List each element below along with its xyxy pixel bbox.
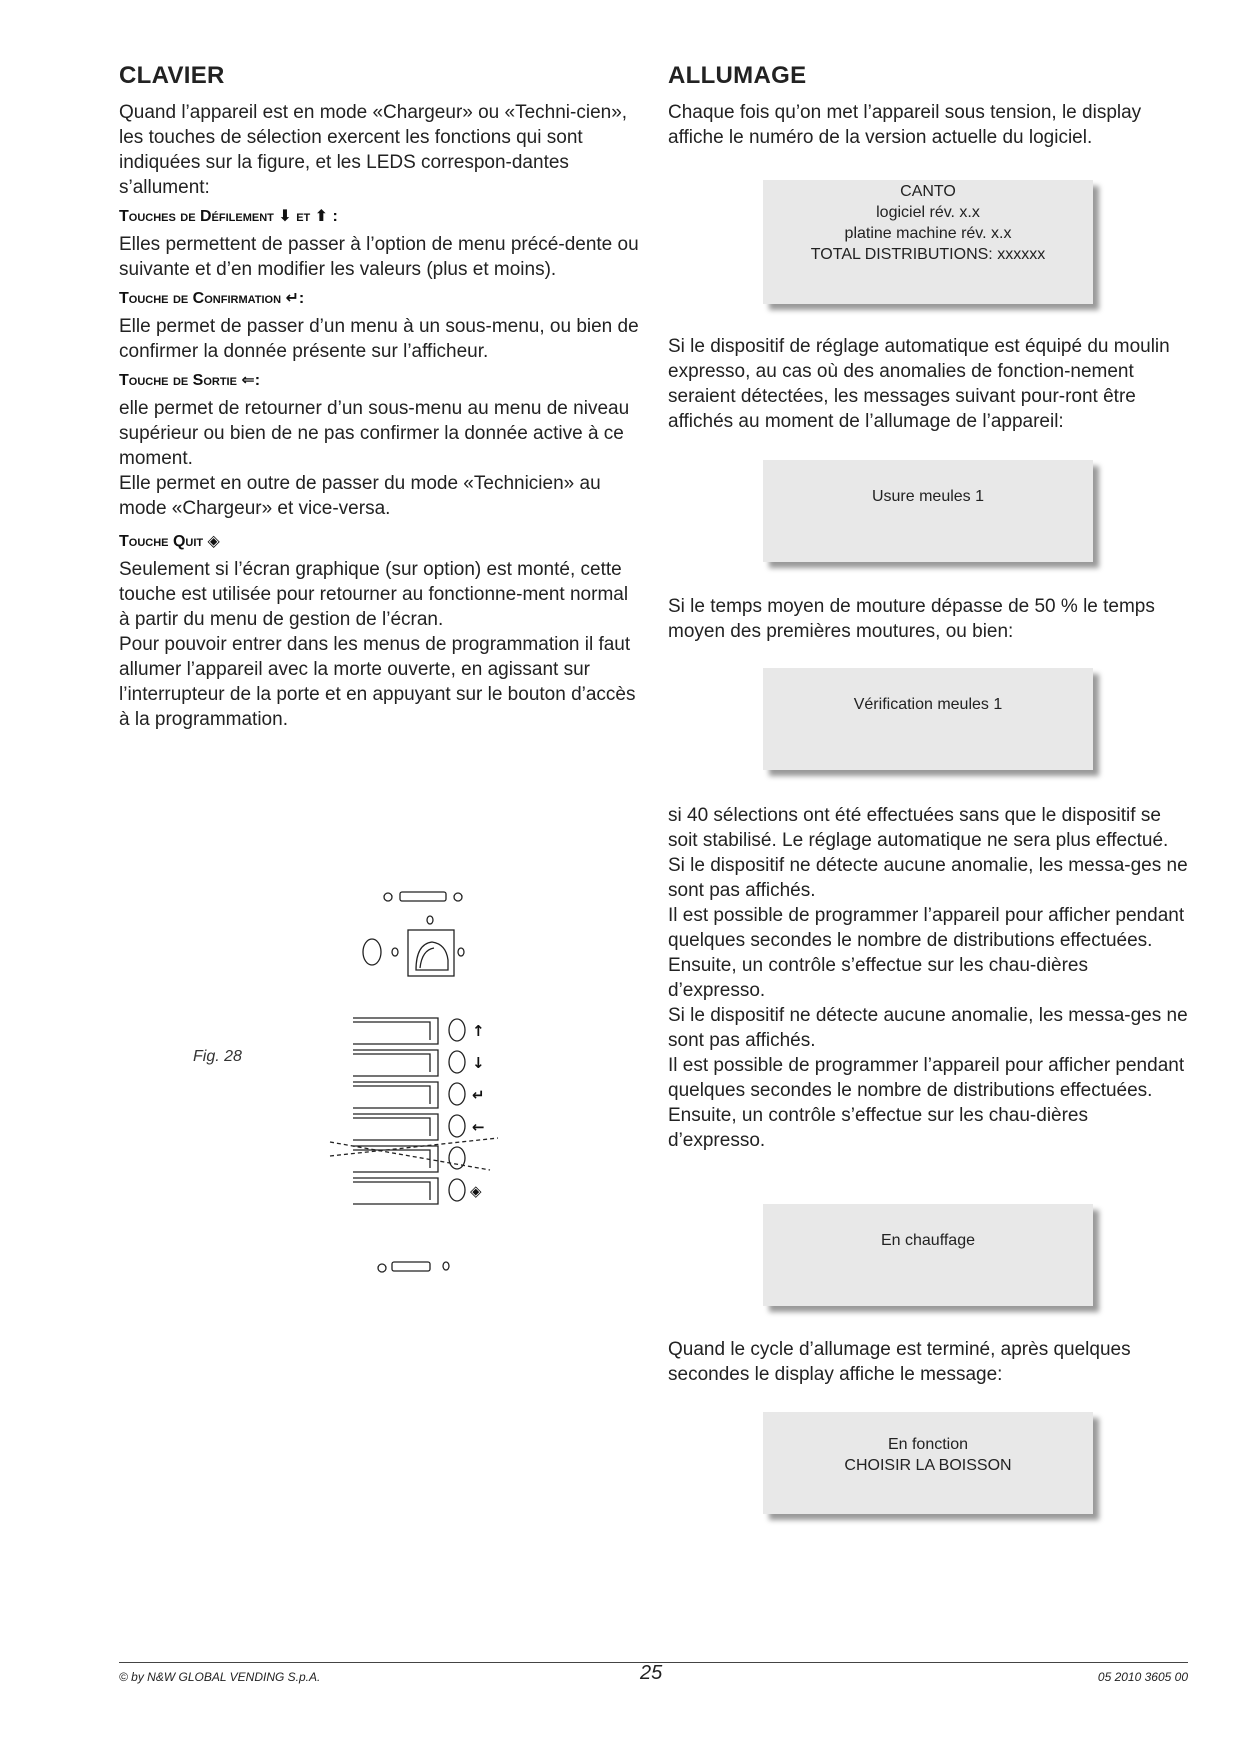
display-line: logiciel rév. x.x <box>876 204 980 221</box>
exit-key-heading: Touche de Sortie ⇐: <box>119 372 261 389</box>
right-column <box>668 62 1188 150</box>
page-number: 25 <box>640 1662 663 1684</box>
figure-label: Fig. 28 <box>193 1048 242 1065</box>
quit-key-heading: Touche Quit ◈ <box>119 533 220 550</box>
clavier-intro: Quand l’appareil est en mode «Chargeur» ou «Techni-cien», les touches de sélection exercent les fonctions qui sont indiquées sur la figure, et les LEDS correspon-dantes s’allument: <box>119 102 628 198</box>
footer-doc-code: 05 2010 3605 00 <box>1097 1670 1188 1684</box>
svg-text:↵: ↵ <box>472 1086 485 1104</box>
display-chauffage <box>763 1204 1093 1306</box>
allumage-anomalies-text: Si le dispositif de réglage automatique est équipé du moulin expresso, au cas où des anomalies de fonction-nement seraient détectées, les messages suivant pour-ront être affichés au moment de l’allumage de l’appareil: <box>668 336 1170 432</box>
display-line: TOTAL DISTRIBUTIONS: xxxxxx <box>810 246 1046 263</box>
display-line: En chauffage <box>880 1232 975 1249</box>
scroll-keys-text: Elles permettent de passer à l’option de menu précé-dente ou suivante et d’en modifier les valeurs (plus et moins). <box>119 234 639 280</box>
keypad-figure <box>320 880 520 1300</box>
display-verification <box>763 668 1093 770</box>
display-line: platine machine rév. x.x <box>844 225 1012 242</box>
section-title-allumage: ALLUMAGE <box>668 62 807 89</box>
display-fonction <box>763 1412 1093 1514</box>
display-line: Vérification meules 1 <box>853 696 1003 713</box>
quit-key-text: Seulement si l’écran graphique (sur option) est monté, cette touche est utilisée pour retourner au fonctionne-ment normal à partir du menu de gestion de l’écran. Pour pouvoir entrer dans les menus de programmation il faut allumer l’appareil avec la morte ouverte, en agissant sur l’interrupteur de la porte et en appuyant sur le bouton d’accès à la programmation. <box>119 559 636 730</box>
allumage-intro: Chaque fois qu’on met l’appareil sous tension, le display affiche le numéro de la version actuelle du logiciel. <box>668 102 1142 148</box>
allumage-fin-text: Quand le cycle d’allumage est terminé, après quelques secondes le display affiche le message: <box>668 1339 1131 1385</box>
display-line: CHOISIR LA BOISSON <box>844 1457 1012 1474</box>
display-line: CANTO <box>900 183 956 200</box>
svg-text:↑: ↑ <box>472 1022 485 1040</box>
scroll-keys-heading: Touches de Défilement ⬇ et ⬆ : <box>119 208 338 225</box>
confirm-key-text: Elle permet de passer d’un menu à un sous-menu, ou bien de confirmer la donnée présente sur l’afficheur. <box>119 316 639 362</box>
display-usure <box>763 460 1093 562</box>
footer-copyright: © by N&W GLOBAL VENDING S.p.A. <box>119 1670 321 1684</box>
svg-text:↓: ↓ <box>472 1054 485 1072</box>
display-line: En fonction <box>887 1436 969 1453</box>
svg-text:←: ← <box>472 1118 485 1136</box>
display-line: Usure meules 1 <box>871 488 985 505</box>
confirm-key-heading: Touche de Confirmation ↵: <box>119 290 305 307</box>
left-column <box>119 62 639 732</box>
svg-text:◈: ◈ <box>470 1182 482 1200</box>
allumage-mouture-text: Si le temps moyen de mouture dépasse de 50 % le temps moyen des premières moutures, ou bien: <box>668 596 1155 642</box>
exit-key-text: elle permet de retourner d’un sous-menu au menu de niveau supérieur ou bien de ne pas confirmer la donnée active à ce moment. Elle permet en outre de passer du mode «Technicien» au mode «Chargeur» et vice-versa. <box>119 398 630 519</box>
display-version <box>763 180 1093 304</box>
allumage-selections-text: si 40 sélections ont été effectuées sans que le dispositif se soit stabilisé. Le réglage automatique ne sera plus effectué. Si le dispositif ne détecte aucune anomalie, les messa-ges ne sont pas affichés. Il est possible de programmer l’appareil pour afficher pendant quelques secondes le nombre de distributions effectuées. Ensuite, un contrôle s’effectue sur les chau-dières d’expresso. Si le dispositif ne détecte aucune anomalie, les messa-ges ne sont pas affichés. Il est possible de programmer l’appareil pour afficher pendant quelques secondes le nombre de distributions effectuées. Ensuite, un contrôle s’effectue sur les chau-dières d’expresso. <box>668 805 1188 1151</box>
section-title-clavier: CLAVIER <box>119 62 225 89</box>
